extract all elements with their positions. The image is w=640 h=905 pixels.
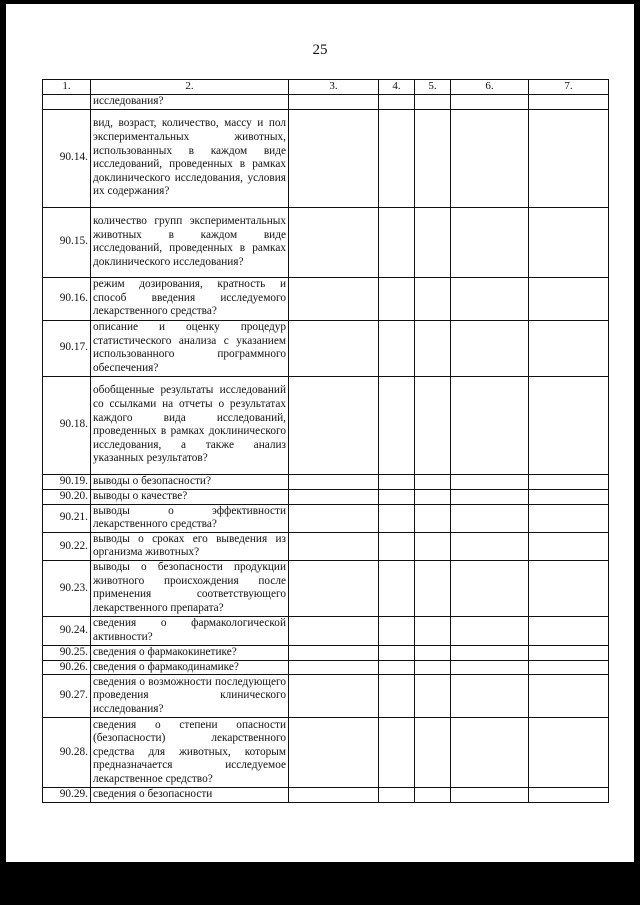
item-question: количество групп экспериментальных животных в каждом виде исследований, проведенных в рамках доклинического исследования? (91, 207, 289, 277)
empty-cell (415, 560, 451, 616)
table-row (43, 645, 609, 660)
empty-cell (379, 645, 415, 660)
empty-cell (451, 788, 529, 803)
item-question: выводы о безопасности продукции животного происхождения после применения соответствующего лекарственного препарата? (91, 560, 289, 616)
empty-cell (451, 675, 529, 718)
column-header: 1. (43, 80, 91, 95)
empty-cell (289, 675, 379, 718)
item-question: сведения о фармакодинамике? (91, 660, 289, 675)
empty-cell (529, 660, 609, 675)
empty-cell (529, 645, 609, 660)
item-number: 90.27. (43, 675, 91, 718)
item-question: выводы о качестве? (91, 489, 289, 504)
empty-cell (529, 616, 609, 645)
item-question: сведения о возможности последующего проведения клинического исследования? (91, 675, 289, 718)
empty-cell (379, 788, 415, 803)
item-number: 90.17. (43, 320, 91, 376)
item-question: режим дозирования, кратность и способ введения исследуемого лекарственного средства? (91, 277, 289, 320)
empty-cell (379, 320, 415, 376)
item-number: 90.16. (43, 277, 91, 320)
empty-cell (451, 718, 529, 788)
empty-cell (451, 95, 529, 110)
item-question: сведения о степени опасности (безопасности) лекарственного средства для животных, которым предназначается исследуемое лекарственное средство? (91, 718, 289, 788)
table-row (43, 474, 609, 489)
column-header: 6. (451, 80, 529, 95)
empty-cell (529, 675, 609, 718)
table-row (43, 532, 609, 560)
empty-cell (451, 277, 529, 320)
empty-cell (415, 660, 451, 675)
empty-cell (289, 95, 379, 110)
item-number: 90.28. (43, 718, 91, 788)
empty-cell (379, 675, 415, 718)
empty-cell (529, 95, 609, 110)
empty-cell (451, 504, 529, 532)
empty-cell (289, 489, 379, 504)
table-row (43, 320, 609, 376)
empty-cell (415, 788, 451, 803)
table-row (43, 504, 609, 532)
empty-cell (379, 532, 415, 560)
item-number: 90.15. (43, 207, 91, 277)
item-question: сведения о безопасности (91, 788, 289, 803)
empty-cell (289, 207, 379, 277)
empty-cell (451, 320, 529, 376)
empty-cell (415, 532, 451, 560)
item-number: 90.29. (43, 788, 91, 803)
empty-cell (415, 489, 451, 504)
empty-cell (415, 277, 451, 320)
item-number: 90.24. (43, 616, 91, 645)
empty-cell (415, 718, 451, 788)
empty-cell (415, 320, 451, 376)
empty-cell (379, 207, 415, 277)
item-question: выводы о эффективности лекарственного средства? (91, 504, 289, 532)
empty-cell (289, 616, 379, 645)
item-number: 90.20. (43, 489, 91, 504)
empty-cell (451, 474, 529, 489)
empty-cell (289, 560, 379, 616)
empty-cell (379, 474, 415, 489)
empty-cell (451, 660, 529, 675)
empty-cell (529, 560, 609, 616)
empty-cell (451, 207, 529, 277)
table-row (43, 277, 609, 320)
empty-cell (415, 675, 451, 718)
empty-cell (289, 718, 379, 788)
empty-cell (415, 376, 451, 474)
empty-cell (451, 109, 529, 207)
empty-cell (379, 95, 415, 110)
empty-cell (529, 474, 609, 489)
table-row (43, 616, 609, 645)
empty-cell (451, 616, 529, 645)
item-question: обобщенные результаты исследований со ссылками на отчеты о результатах каждого вида исследований, проведенных в рамках доклинического исследования, а также анализ указанных результатов? (91, 376, 289, 474)
item-number: 90.14. (43, 109, 91, 207)
empty-cell (289, 474, 379, 489)
empty-cell (415, 474, 451, 489)
empty-cell (289, 376, 379, 474)
empty-cell (289, 660, 379, 675)
column-header: 3. (289, 80, 379, 95)
empty-cell (415, 645, 451, 660)
empty-cell (415, 616, 451, 645)
empty-cell (289, 532, 379, 560)
item-question: выводы о сроках его выведения из организма животных? (91, 532, 289, 560)
item-number (43, 95, 91, 110)
empty-cell (379, 718, 415, 788)
empty-cell (529, 532, 609, 560)
empty-cell (451, 645, 529, 660)
table-row (43, 660, 609, 675)
item-question: вид, возраст, количество, массу и пол экспериментальных животных, использованных в каждом виде исследований, проведенных в рамках доклинического исследования, условия их содержания? (91, 109, 289, 207)
empty-cell (529, 788, 609, 803)
table-row (43, 207, 609, 277)
empty-cell (529, 207, 609, 277)
item-number: 90.23. (43, 560, 91, 616)
table-row (43, 489, 609, 504)
item-number: 90.26. (43, 660, 91, 675)
empty-cell (529, 277, 609, 320)
item-question: исследования? (91, 95, 289, 110)
item-number: 90.19. (43, 474, 91, 489)
empty-cell (451, 532, 529, 560)
empty-cell (529, 109, 609, 207)
column-header: 7. (529, 80, 609, 95)
empty-cell (451, 489, 529, 504)
empty-cell (415, 109, 451, 207)
empty-cell (379, 560, 415, 616)
item-number: 90.18. (43, 376, 91, 474)
empty-cell (379, 109, 415, 207)
empty-cell (529, 504, 609, 532)
page-number: 25 (312, 42, 328, 58)
empty-cell (529, 376, 609, 474)
empty-cell (415, 95, 451, 110)
empty-cell (379, 376, 415, 474)
item-question: сведения о фармакокинетике? (91, 645, 289, 660)
table-row (43, 675, 609, 718)
table-row (43, 95, 609, 110)
empty-cell (529, 489, 609, 504)
column-header: 4. (379, 80, 415, 95)
empty-cell (379, 616, 415, 645)
empty-cell (289, 504, 379, 532)
empty-cell (289, 109, 379, 207)
empty-cell (289, 277, 379, 320)
empty-cell (379, 277, 415, 320)
empty-cell (289, 320, 379, 376)
item-question: сведения о фармакологической активности? (91, 616, 289, 645)
scan-border (0, 862, 640, 905)
table-row (43, 109, 609, 207)
empty-cell (289, 645, 379, 660)
empty-cell (415, 207, 451, 277)
empty-cell (379, 504, 415, 532)
checklist-table (42, 79, 609, 803)
table-row (43, 788, 609, 803)
table-row (43, 376, 609, 474)
empty-cell (529, 718, 609, 788)
empty-cell (379, 660, 415, 675)
table-row (43, 560, 609, 616)
empty-cell (451, 376, 529, 474)
item-number: 90.25. (43, 645, 91, 660)
table-header-row (43, 80, 609, 95)
empty-cell (529, 320, 609, 376)
document-page (6, 4, 634, 862)
table-row (43, 718, 609, 788)
empty-cell (289, 788, 379, 803)
item-question: выводы о безопасности? (91, 474, 289, 489)
item-question: описание и оценку процедур статистического анализа с указанием использованного программного обеспечения? (91, 320, 289, 376)
empty-cell (451, 560, 529, 616)
item-number: 90.21. (43, 504, 91, 532)
empty-cell (379, 489, 415, 504)
empty-cell (415, 504, 451, 532)
table-body (43, 95, 609, 803)
column-header: 5. (415, 80, 451, 95)
column-header: 2. (91, 80, 289, 95)
item-number: 90.22. (43, 532, 91, 560)
